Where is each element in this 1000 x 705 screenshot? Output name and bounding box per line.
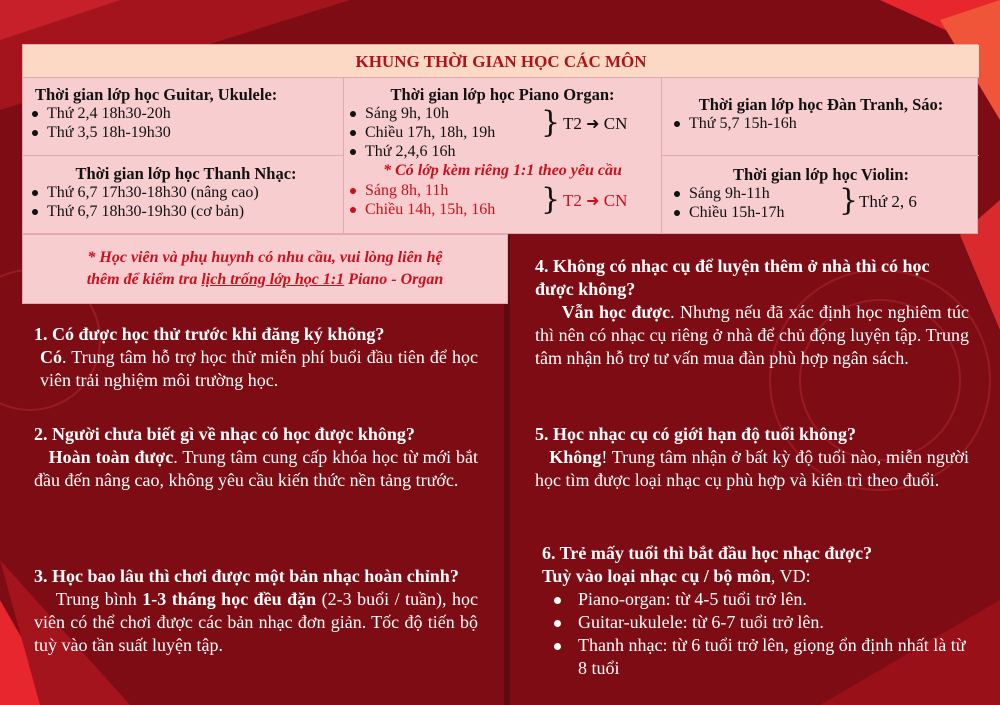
list-item: Thứ 2,4 18h30-20h (27, 104, 345, 123)
faq-answer: Có. Trung tâm hỗ trợ học thử miễn phí buổi đầu tiên để học viên trải nghiệm môi trường học. (40, 347, 478, 390)
schedule-table (22, 44, 978, 234)
schedule-title: KHUNG THỜI GIAN HỌC CÁC MÔN (23, 45, 979, 78)
faq-item-2 (34, 423, 478, 492)
piano-group-regular (345, 104, 660, 142)
faq-question: 6. Trẻ mấy tuổi thì bắt đầu học nhạc được? (542, 543, 873, 563)
list-item: Thứ 5,7 15h-16h (669, 114, 979, 133)
vocal-schedule (27, 164, 345, 221)
faq-question: 2. Người chưa biết gì về nhạc có học được không? (34, 424, 415, 444)
vocal-heading: Thời gian lớp học Thanh Nhạc: (75, 164, 297, 183)
list-item: Chiều 14h, 15h, 16h (345, 200, 660, 219)
arrow-right-icon: ➜ (586, 191, 600, 210)
list-item: Thanh nhạc: từ 6 tuổi trở lên, giọng ổn định nhất là từ 8 tuổi (542, 634, 972, 680)
guitar-heading: Thời gian lớp học Guitar, Ukulele: (35, 85, 278, 104)
faq-question: 5. Học nhạc cụ có giới hạn độ tuổi không? (535, 424, 857, 444)
list-item: Sáng 8h, 11h (345, 181, 660, 200)
piano-group-private (345, 181, 660, 219)
brace-icon: } (541, 182, 561, 217)
list-item: Chiều 15h-17h (669, 203, 979, 222)
piano-heading: Thời gian lớp học Piano Organ: (390, 85, 615, 104)
note-line-2: thêm để kiểm tra lịch trống lớp học 1:1 Piano - Organ (86, 271, 444, 288)
brace-label: T2 ➜ CN (563, 191, 628, 210)
list-item: Sáng 9h, 10h (345, 104, 660, 123)
faq-item-5 (535, 423, 969, 492)
tranh-sao-heading: Thời gian lớp học Đàn Tranh, Sáo: (698, 95, 944, 114)
guitar-schedule (27, 85, 345, 142)
schedule-link[interactable]: lịch trống lớp học 1:1 (201, 271, 345, 288)
list-item: Chiều 17h, 18h, 19h (345, 123, 660, 142)
faq-answer: Không! Trung tâm nhận ở bất kỳ độ tuổi nào, miễn người học tìm được loại nhạc cụ phù hợp và kiên trì theo đuổi. (535, 447, 969, 490)
faq-answer: Trung bình 1-3 tháng học đều đặn (2-3 buổi / tuần), học viên có thể chơi được các bản nhạc đơn giản. Tốc độ tiến bộ tuỳ vào tần suất luyện tập. (34, 589, 479, 655)
faq-item-4 (535, 255, 969, 370)
faq-item-3 (34, 565, 478, 657)
violin-schedule (663, 165, 979, 222)
list-item: Thứ 3,5 18h-19h30 (27, 123, 345, 142)
divider (23, 155, 343, 156)
faq-question: 3. Học bao lâu thì chơi được một bản nhạc hoàn chỉnh? (34, 566, 459, 586)
violin-group (663, 184, 979, 222)
tranh-sao-schedule (663, 95, 979, 133)
brace-icon: } (839, 183, 859, 218)
brace-label: Thứ 2, 6 (859, 192, 917, 211)
brace-label: T2 ➜ CN (563, 114, 628, 133)
faq-answer: Vẫn học được. Nhưng nếu đã xác định học nghiêm túc thì nên có nhạc cụ riêng ở nhà để chủ động luyện tập. Trung tâm nhận hỗ trợ tư vấn mua đàn phù hợp ngân sách. (535, 302, 970, 368)
violin-heading: Thời gian lớp học Violin: (733, 165, 909, 184)
list-item: Guitar-ukulele: từ 6-7 tuổi trở lên. (542, 611, 972, 634)
faq-answer: Tuỳ vào loại nhạc cụ / bộ môn, VD: (542, 566, 811, 586)
faq-question: 4. Không có nhạc cụ để luyện thêm ở nhà thì có học được không? (535, 256, 930, 299)
list-item: Piano-organ: từ 4-5 tuổi trở lên. (542, 588, 972, 611)
private-class-note: * Có lớp kèm riêng 1:1 theo yêu cầu (383, 162, 622, 179)
piano-schedule (345, 85, 660, 219)
faq-question: 1. Có được học thử trước khi đăng ký không? (34, 324, 385, 344)
note-line-1: * Học viên và phụ huynh có nhu cầu, vui lòng liên hệ (87, 249, 443, 266)
list-item: Thứ 6,7 18h30-19h30 (cơ bản) (27, 202, 345, 221)
list-item: Sáng 9h-11h (669, 184, 979, 203)
arrow-right-icon: ➜ (586, 114, 600, 133)
faq-item-6 (542, 542, 972, 680)
faq-answer: Hoàn toàn được. Trung tâm cung cấp khóa học từ mới bắt đầu đến nâng cao, không yêu cầu kiến thức nền tảng trước. (34, 447, 478, 490)
list-item: Thứ 2,4,6 16h (345, 142, 660, 161)
list-item: Thứ 6,7 17h30-18h30 (nâng cao) (27, 183, 345, 202)
divider (661, 78, 662, 234)
brace-icon: } (541, 105, 561, 140)
contact-note (22, 234, 508, 304)
divider (661, 155, 979, 156)
faq-item-1 (34, 323, 478, 392)
